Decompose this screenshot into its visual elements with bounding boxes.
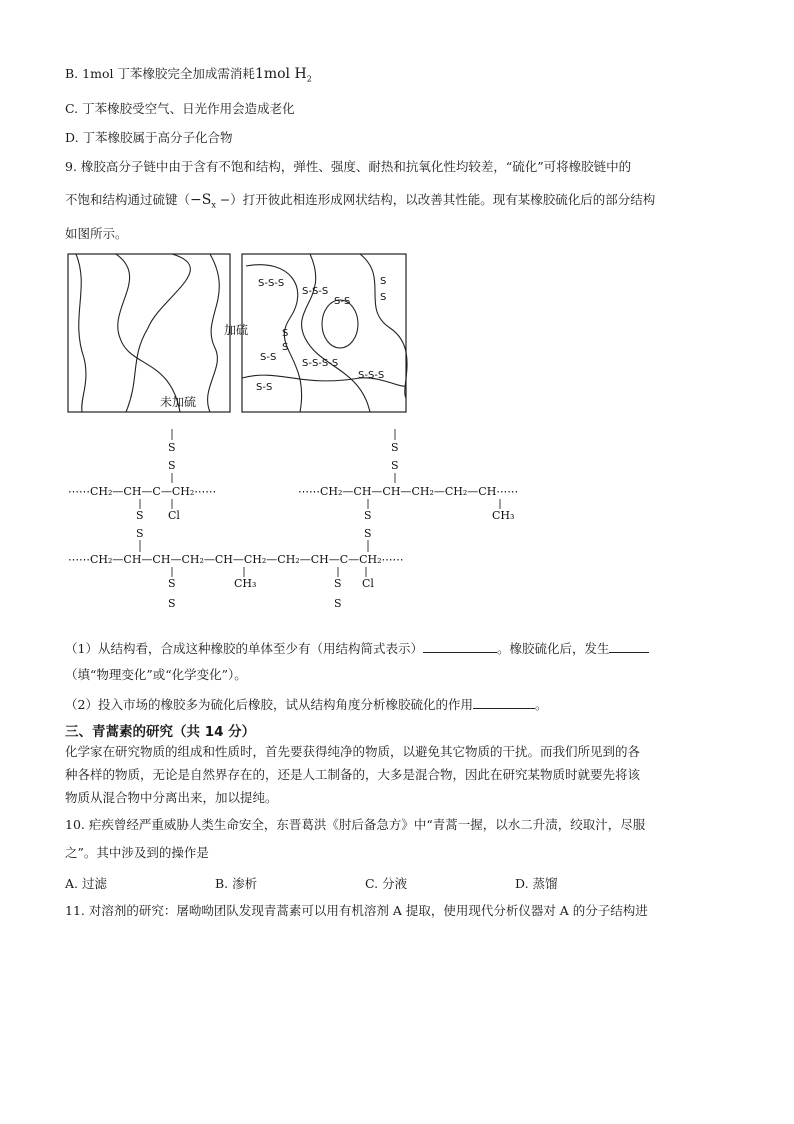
- vulcanization-figure: [60, 248, 420, 418]
- q9-stem-line-2-a: 不饱和结构通过硫键（: [65, 192, 191, 207]
- svg-text:S: S: [136, 509, 144, 522]
- sulfur-bridge: S-S-S: [358, 370, 385, 381]
- sulfur-bridge: S: [380, 292, 387, 303]
- svg-text:Cl: Cl: [362, 577, 374, 590]
- svg-text:⋯⋯CH₂—CH—CH—CH₂—CH—CH₂—CH₂—CH—: ⋯⋯CH₂—CH—CH—CH₂—CH—CH₂—CH₂—CH—C—CH₂⋯⋯: [68, 553, 404, 566]
- sulfur-bridge: S-S-S: [258, 278, 285, 289]
- svg-text:S: S: [136, 527, 144, 540]
- q8-option-d: D. 丁苯橡胶属于高分子化合物: [65, 130, 233, 145]
- q8-option-b-text: B. 1mol 丁苯橡胶完全加成需消耗: [65, 66, 255, 81]
- q9-sub1-line-1: [65, 640, 649, 657]
- q9-stem-line-2-b: −）打开彼此相连形成网状结构，以改善其性能。现有某橡胶硫化后的部分结构: [215, 192, 656, 207]
- label-unvulcanized: 未加硫: [160, 395, 197, 409]
- sulfur-bridge: S-S: [334, 296, 351, 307]
- answer-blank[interactable]: [473, 696, 535, 709]
- chain-line: [126, 254, 190, 412]
- answer-blank[interactable]: [423, 640, 497, 653]
- svg-text:S: S: [364, 509, 372, 522]
- q10-option-c: C. 分液: [365, 876, 408, 891]
- sulfur-bridge: S-S: [260, 352, 277, 363]
- section-3-title: 三、青蒿素的研究（共 14 分）: [65, 724, 256, 740]
- q8-option-b-subscript: 2: [306, 74, 312, 84]
- svg-text:S: S: [334, 597, 342, 610]
- svg-text:⋯⋯CH₂—CH—C—CH₂⋯⋯: ⋯⋯CH₂—CH—C—CH₂⋯⋯: [68, 485, 217, 498]
- vulcanized-rubber-structure: [68, 425, 548, 620]
- sulfur-bridge: S: [282, 342, 289, 353]
- sulfur-bridge: S-S-S: [302, 286, 329, 297]
- chain-line: [116, 254, 180, 412]
- q10-option-d: D. 蒸馏: [515, 876, 558, 891]
- svg-text:S: S: [168, 441, 176, 454]
- q9-sub2-end: 。: [534, 697, 548, 712]
- q9-sub1-text-b: 。橡胶硫化后，发生: [496, 641, 610, 656]
- sulfur-bridge: S: [282, 328, 289, 339]
- svg-text:⋯⋯CH₂—CH—CH—CH₂—CH₂—CH⋯⋯: ⋯⋯CH₂—CH—CH—CH₂—CH₂—CH⋯⋯: [298, 485, 519, 498]
- svg-text:S: S: [168, 597, 176, 610]
- svg-text:Cl: Cl: [168, 509, 180, 522]
- label-vulcanized: 加硫: [224, 323, 249, 337]
- svg-text:CH₃: CH₃: [492, 509, 515, 522]
- sulfur-bridge: S-S: [256, 382, 273, 393]
- q9-stem-line-3: 如图所示。: [65, 226, 128, 241]
- svg-text:CH₃: CH₃: [234, 577, 257, 590]
- chain-line: [76, 254, 86, 412]
- sulfur-bridge: S: [380, 276, 387, 287]
- section-3-para-line-1: 化学家在研究物质的组成和性质时，首先要获得纯净的物质，以避免其它物质的干扰。而我们所见到的各: [65, 744, 641, 759]
- q10-option-b: B. 渗析: [215, 876, 258, 891]
- q9-sulfur-bond: −S: [190, 192, 212, 208]
- q9-sub1-line-2: （填“物理变化”或“化学变化”）。: [65, 667, 247, 682]
- q9-sulfur-bond-subscript: x: [211, 200, 216, 210]
- q10-stem-line-2: 之”。其中涉及到的操作是: [65, 845, 209, 860]
- q8-option-c: C. 丁苯橡胶受空气、日光作用会造成老化: [65, 101, 295, 116]
- svg-text:S: S: [168, 577, 176, 590]
- q9-sub2-text: （2）投入市场的橡胶多为硫化后橡胶，试从结构角度分析橡胶硫化的作用: [65, 697, 473, 712]
- chain-line: [302, 254, 370, 412]
- q9-sub1-text-a: （1）从结构看，合成这种橡胶的单体至少有（用结构简式表示）: [65, 641, 423, 656]
- q10-option-a: A. 过滤: [65, 876, 107, 891]
- svg-text:S: S: [334, 577, 342, 590]
- svg-text:S: S: [391, 441, 399, 454]
- sulfur-bridge: S-S-S-S: [302, 358, 339, 369]
- q10-stem-line-1: 10. 疟疾曾经严重威胁人类生命安全，东晋葛洪《肘后备急方》中“青蒿一握，以水二升渍，绞取汁，尽服: [65, 817, 646, 832]
- chain-line: [208, 254, 220, 412]
- svg-text:S: S: [168, 459, 176, 472]
- unvulcanized-box: [68, 254, 230, 412]
- q9-sub2: [65, 696, 547, 713]
- q11-stem-line-1: 11. 对溶剂的研究：屠呦呦团队发现青蒿素可以用有机溶剂 A 提取，使用现代分析仪器对 A 的分子结构进: [65, 903, 648, 918]
- answer-blank[interactable]: [609, 640, 649, 653]
- section-3-para-line-3: 物质从混合物中分离出来，加以提纯。: [65, 790, 278, 805]
- svg-text:S: S: [364, 527, 372, 540]
- q9-stem-line-2: [65, 192, 655, 214]
- q9-stem-line-1: 9. 橡胶高分子链中由于含有不饱和结构，弹性、强度、耐热和抗氧化性均较差，“硫化”可将橡胶链中的: [65, 159, 632, 174]
- svg-text:S: S: [391, 459, 399, 472]
- ring-chain: [322, 300, 358, 348]
- section-3-para-line-2: 种各样的物质，无论是自然界存在的，还是人工制备的，大多是混合物，因此在研究某物质时就要先将该: [65, 767, 641, 782]
- q8-option-b: [65, 66, 312, 88]
- q8-option-b-formula: 1mol H: [254, 66, 307, 82]
